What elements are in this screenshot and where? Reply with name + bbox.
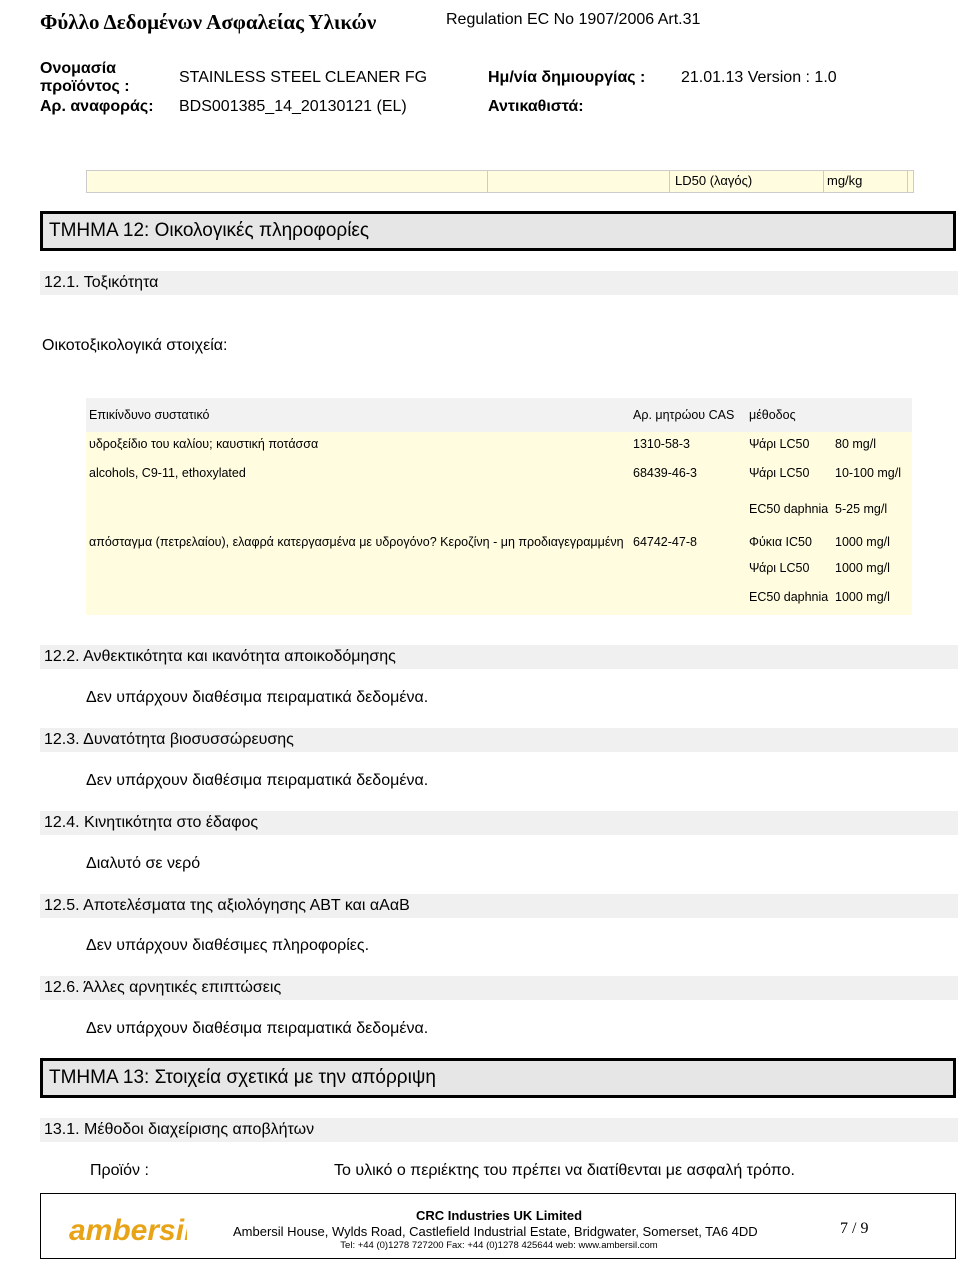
table-cell: Ψάρι LC50	[746, 455, 832, 491]
subsection-12-5-title: 12.5. Αποτελέσματα της αξιολόγησης ΑΒΤ και αΑαΒ	[40, 894, 958, 918]
table-row	[86, 557, 912, 579]
date-value: 21.01.13 Version : 1.0	[681, 69, 837, 86]
company-contact: Tel: +44 (0)1278 727200 Fax: +44 (0)1278 425644 web: www.ambersil.com	[340, 1240, 658, 1251]
table-cell: 10-100 mg/l	[832, 455, 912, 491]
ld50-unit: mg/kg	[827, 173, 863, 188]
ref-label: Αρ. αναφοράς:	[40, 98, 154, 115]
header-component: Επικίνδυνο συστατικό	[86, 398, 630, 432]
table-cell	[86, 491, 630, 527]
table-cell: 1000 mg/l	[832, 579, 912, 615]
table-cell: υδροξείδιο του καλίου; καυστική ποτάσσα	[86, 432, 630, 455]
subsection-12-6-text: Δεν υπάρχουν διαθέσιμα πειραματικά δεδομένα.	[86, 1020, 429, 1037]
subsection-12-6-title: 12.6. Άλλες αρνητικές επιπτώσεις	[40, 976, 958, 1000]
eco-data-label: Οικοτοξικολογικά στοιχεία:	[42, 337, 228, 354]
header-method: μέθοδος	[746, 398, 832, 432]
table-cell: EC50 daphnia	[746, 491, 832, 527]
table-cell	[86, 579, 630, 615]
table-row	[86, 170, 914, 193]
replaces-label: Αντικαθιστά:	[488, 98, 584, 115]
section-12-title: ΤΜΗΜΑ 12: Οικολογικές πληροφορίες	[40, 211, 956, 251]
table-cell: 5-25 mg/l	[832, 491, 912, 527]
table-cell: 1000 mg/l	[832, 557, 912, 579]
table-row	[86, 579, 912, 615]
table-cell: 80 mg/l	[832, 432, 912, 455]
table-cell: Φύκια IC50	[746, 527, 832, 557]
page-number: 7 / 9	[840, 1220, 869, 1237]
ecotox-table	[86, 398, 912, 615]
table-row	[86, 432, 912, 455]
subsection-12-3-text: Δεν υπάρχουν διαθέσιμα πειραματικά δεδομένα.	[86, 772, 429, 789]
footer	[40, 1193, 956, 1259]
table-cell	[86, 557, 630, 579]
product-label: Προϊόν :	[90, 1162, 149, 1179]
table-cell: Ψάρι LC50	[746, 432, 832, 455]
table-cell: 1310-58-3	[630, 432, 746, 455]
ld50-label: LD50 (λαγός)	[675, 173, 753, 188]
subsection-12-4-title: 12.4. Κινητικότητα στο έδαφος	[40, 811, 958, 835]
product-name: STAINLESS STEEL CLEANER FG	[179, 69, 428, 86]
table-cell: 68439-46-3	[630, 455, 746, 491]
header-value	[832, 398, 912, 432]
date-label: Ημ/νία δημιουργίας :	[488, 69, 646, 86]
subsection-12-5-text: Δεν υπάρχουν διαθέσιμες πληροφορίες.	[86, 937, 370, 954]
table-row	[86, 455, 912, 491]
document-title: Φύλλο Δεδομένων Ασφαλείας Υλικών	[40, 10, 377, 34]
table-header-row	[86, 398, 912, 432]
table-cell	[630, 579, 746, 615]
table-cell: Ψάρι LC50	[746, 557, 832, 579]
subsection-12-3-title: 12.3. Δυνατότητα βιοσυσσώρευσης	[40, 728, 958, 752]
subsection-12-2-title: 12.2. Ανθεκτικότητα και ικανότητα αποικοδόμησης	[40, 645, 958, 669]
company-address: Ambersil House, Wylds Road, Castlefield Industrial Estate, Bridgwater, Somerset, TA6 4DD	[233, 1224, 758, 1239]
table-cell: απόσταγμα (πετρελαίου), ελαφρά κατεργασμένα με υδρογόνο? Κεροζίνη - μη προδιαγεγραμμένη	[86, 527, 630, 557]
table-row	[86, 491, 912, 527]
table-row	[86, 527, 912, 557]
subsection-12-4-text: Διαλυτό σε νερό	[86, 855, 201, 872]
table-cell: 1000 mg/l	[832, 527, 912, 557]
ref-value: BDS001385_14_20130121 (EL)	[179, 98, 407, 115]
section-13-title: ΤΜΗΜΑ 13: Στοιχεία σχετικά με την απόρριψη	[40, 1058, 956, 1098]
regulation-ref: Regulation EC No 1907/2006 Art.31	[446, 11, 701, 28]
subsection-13-1-title: 13.1. Μέθοδοι διαχείρισης αποβλήτων	[40, 1118, 958, 1142]
product-name-label: Ονομασία προϊόντος :	[40, 60, 130, 95]
product-disposal-text: Το υλικό ο περιέκτης του πρέπει να διατίθενται με ασφαλή τρόπο.	[334, 1162, 795, 1179]
table-cell: 64742-47-8	[630, 527, 746, 557]
subsection-12-1-title: 12.1. Τοξικότητα	[40, 271, 958, 295]
header-cas: Αρ. μητρώου CAS	[630, 398, 746, 432]
table-cell	[630, 491, 746, 527]
subsection-12-2-text: Δεν υπάρχουν διαθέσιμα πειραματικά δεδομένα.	[86, 689, 429, 706]
table-cell: EC50 daphnia	[746, 579, 832, 615]
svg-text:ambersil: ambersil	[69, 1214, 187, 1247]
company-name: CRC Industries UK Limited	[415, 1208, 583, 1223]
table-cell: alcohols, C9-11, ethoxylated	[86, 455, 630, 491]
table-cell	[630, 557, 746, 579]
